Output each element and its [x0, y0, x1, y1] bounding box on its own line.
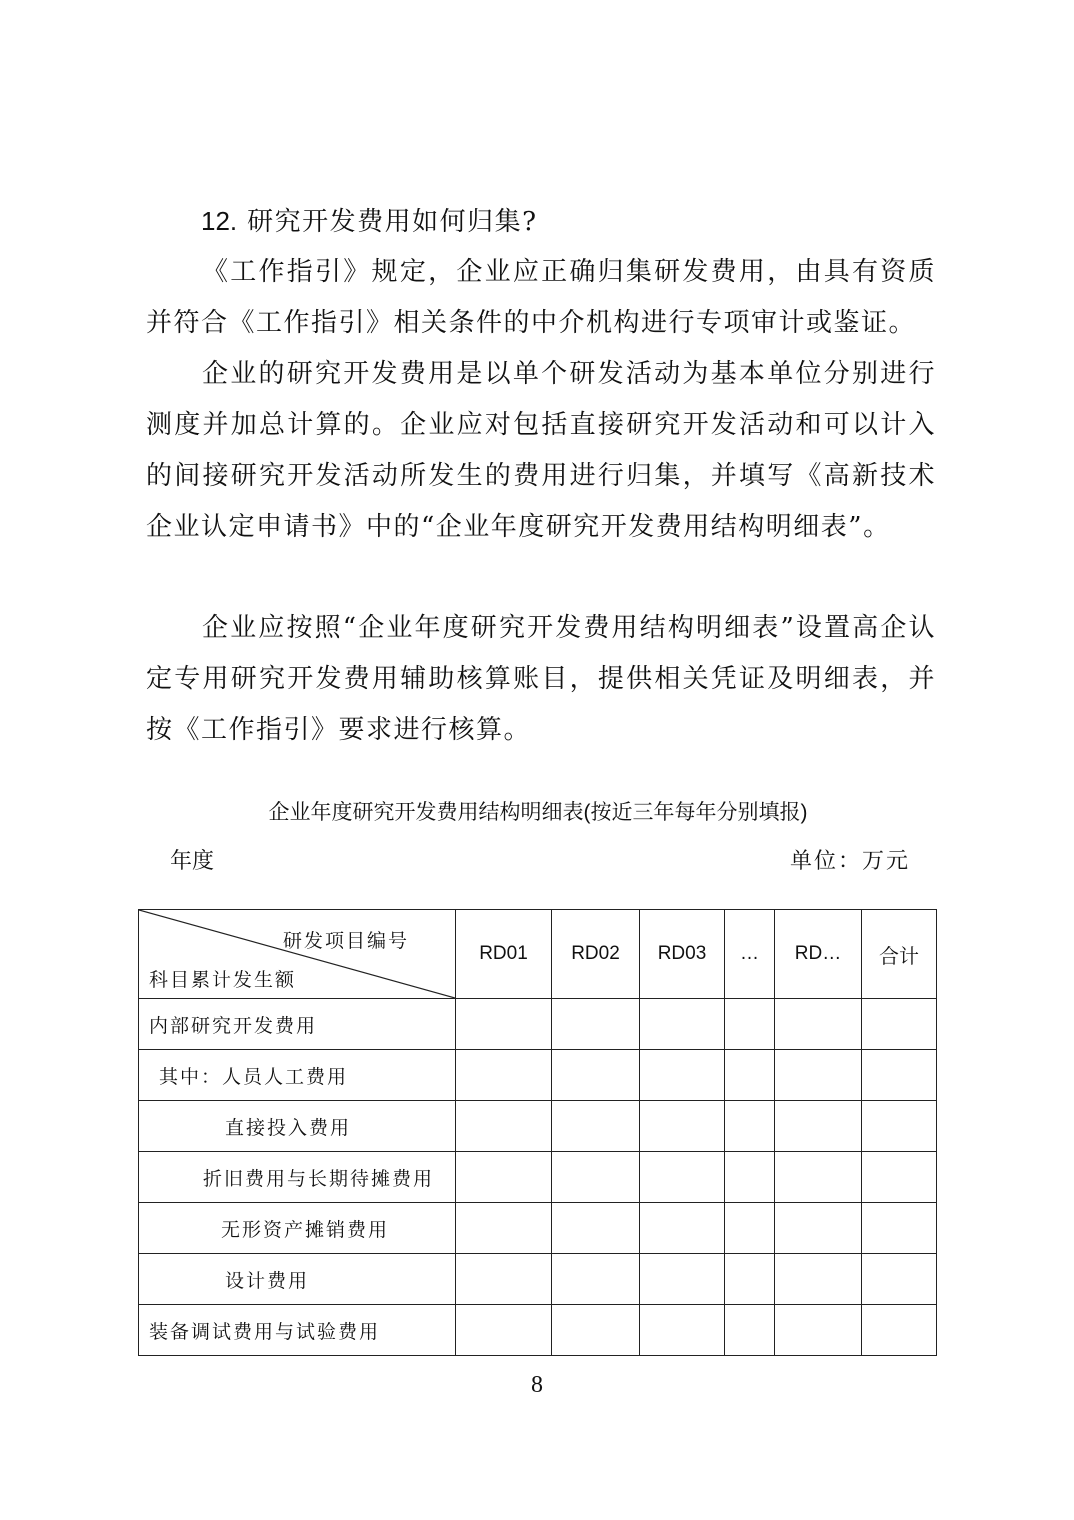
row-label: 其中：人员人工费用	[139, 1050, 456, 1101]
value-cell	[862, 1101, 937, 1152]
value-cell	[640, 1305, 725, 1356]
corner-bottom-label: 科目累计发生额	[149, 970, 297, 991]
row-label: 装备调试费用与试验费用	[139, 1305, 456, 1356]
section-number: 12.	[201, 206, 238, 236]
value-cell	[775, 1152, 862, 1203]
value-cell	[725, 1305, 775, 1356]
value-cell	[456, 999, 552, 1050]
section-title: 研究开发费用如何归集?	[247, 207, 538, 237]
value-cell	[862, 1305, 937, 1356]
value-cell	[456, 1101, 552, 1152]
table-row	[139, 1305, 937, 1356]
page-number: 8	[531, 1372, 543, 1398]
value-cell	[862, 1203, 937, 1254]
corner-top-label: 研发项目编号	[282, 931, 409, 952]
value-cell	[552, 1152, 640, 1203]
row-label: 无形资产摊销费用	[139, 1203, 456, 1254]
value-cell	[725, 1101, 775, 1152]
paragraph-3: 企业应按照“企业年度研究开发费用结构明细表”设置高企认定专用研究开发费用辅助核算账目，提供相关凭证及明细表，并按《工作指引》要求进行核算。	[146, 613, 936, 745]
value-cell	[862, 1050, 937, 1101]
column-header: 合计	[862, 910, 937, 999]
value-cell	[552, 1050, 640, 1101]
value-cell	[640, 1152, 725, 1203]
paragraph-1: 《工作指引》规定，企业应正确归集研发费用，由具有资质并符合《工作指引》相关条件的中介机构进行专项审计或鉴证。	[146, 257, 936, 338]
value-cell	[775, 1203, 862, 1254]
value-cell	[640, 1050, 725, 1101]
table-title: 企业年度研究开发费用结构明细表(按近三年每年分别填报)	[268, 801, 808, 824]
value-cell	[456, 1152, 552, 1203]
value-cell	[775, 999, 862, 1050]
value-cell	[640, 1254, 725, 1305]
value-cell	[862, 999, 937, 1050]
value-cell	[775, 1101, 862, 1152]
value-cell	[456, 1203, 552, 1254]
row-label: 设计费用	[139, 1254, 456, 1305]
table-row	[139, 1254, 937, 1305]
value-cell	[552, 999, 640, 1050]
table-row	[139, 1152, 937, 1203]
table-row	[139, 1050, 937, 1101]
value-cell	[775, 1050, 862, 1101]
value-cell	[640, 1101, 725, 1152]
table-row	[139, 999, 937, 1050]
column-header: RD01	[456, 910, 552, 999]
value-cell	[725, 1050, 775, 1101]
value-cell	[862, 1152, 937, 1203]
value-cell	[725, 999, 775, 1050]
year-label: 年度	[170, 849, 215, 874]
value-cell	[725, 1152, 775, 1203]
column-header: …	[725, 910, 775, 999]
table-row	[139, 1101, 937, 1152]
corner-header-cell	[139, 910, 456, 999]
value-cell	[640, 999, 725, 1050]
value-cell	[456, 1050, 552, 1101]
column-header: RD03	[640, 910, 725, 999]
value-cell	[456, 1254, 552, 1305]
table-row	[139, 1203, 937, 1254]
value-cell	[552, 1101, 640, 1152]
value-cell	[552, 1254, 640, 1305]
value-cell	[456, 1305, 552, 1356]
table-header-row	[139, 910, 937, 999]
section-heading	[201, 196, 538, 248]
value-cell	[640, 1203, 725, 1254]
value-cell	[725, 1254, 775, 1305]
row-label: 内部研究开发费用	[139, 999, 456, 1050]
rd-expense-table	[138, 909, 937, 1356]
column-header: RD…	[775, 910, 862, 999]
value-cell	[552, 1305, 640, 1356]
paragraph-2: 企业的研究开发费用是以单个研发活动为基本单位分别进行测度并加总计算的。企业应对包括直接研究开发活动和可以计入的间接研究开发活动所发生的费用进行归集，并填写《高新技术企业认定申请书》中的“企业年度研究开发费用结构明细表”。	[146, 359, 936, 542]
value-cell	[775, 1254, 862, 1305]
value-cell	[775, 1305, 862, 1356]
value-cell	[862, 1254, 937, 1305]
row-label: 直接投入费用	[139, 1101, 456, 1152]
value-cell	[725, 1203, 775, 1254]
value-cell	[552, 1203, 640, 1254]
row-label: 折旧费用与长期待摊费用	[139, 1152, 456, 1203]
column-header: RD02	[552, 910, 640, 999]
unit-label: 单位：万元	[790, 849, 911, 874]
